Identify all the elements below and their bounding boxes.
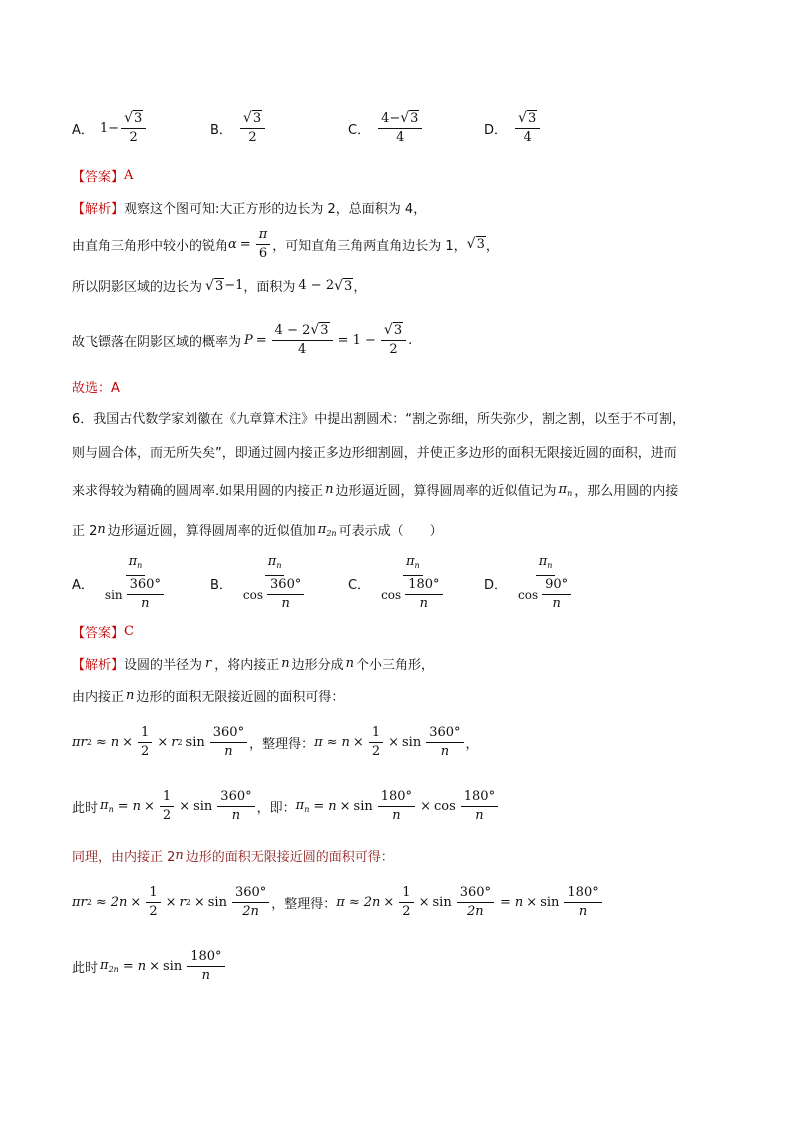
denominator: 4 (297, 342, 307, 357)
q6-stem-line-1 (72, 408, 685, 427)
option-label: B． (210, 122, 232, 138)
q6-formula-1: π r 2 ≈ n × $\frac{1}{2}$ × r 2 sin $\frac{360^\circ}{n}$ ，整理得： π ≈ n × $\frac{1}{2}$ × sin $\frac{360^\circ}{n}$ ， (72, 724, 479, 759)
q5-analysis-line-3 (72, 276, 366, 295)
q5-option-d (484, 110, 542, 146)
eq-one-minus: = 1 − (337, 332, 376, 348)
alpha-symbol: α (228, 236, 237, 252)
option-fraction: $\pi_n$ cos $\frac{180^\circ}{n}$ (378, 554, 447, 612)
stem-text: 6．我国古代数学家刘徽在《九章算术注》中提出割圆术：“割之弥细，所失弥少，割之割，以至于不可割， (72, 412, 686, 427)
var-n: n (126, 688, 135, 703)
text: 所以阴影区域的边长为 (72, 280, 203, 295)
analysis-tag: 【解析】 (72, 658, 125, 673)
q6-formula-2: 此时 $\pi_n$ = n × $\frac{1}{2}$ × sin $\frac{360^\circ}{n}$ ，即： $\pi_n$ = n × sin $\frac{180^\circ}{n}$ × cos $\frac{180^\circ}{n}$ (72, 784, 500, 828)
option-fraction: $\pi_n$ cos $\frac{360^\circ}{n}$ (240, 554, 309, 612)
option-label: A． (72, 577, 94, 593)
equals: = (255, 332, 267, 348)
trig-func: cos (518, 587, 539, 602)
analysis-tag: 【解析】 (72, 202, 125, 217)
sqrt3-over-2: √ 3 2 (381, 322, 406, 358)
angle: 360° (127, 577, 164, 595)
trig-func: sin (104, 587, 123, 602)
fraction-denominator: 2 (248, 130, 257, 145)
option-label: A． (72, 122, 94, 138)
q5-option-c (348, 110, 484, 146)
sqrt-radicand: 3 (410, 111, 419, 126)
text: 个小三角形， (356, 658, 435, 673)
option-label: D． (484, 577, 508, 593)
sqrt-three: √ 3 (334, 277, 353, 294)
stem-text: 边形逼近圆，算得圆周率的近似值记为 (335, 484, 557, 499)
text: 由内接正 (72, 690, 125, 705)
answer-tag: 【答案】 (72, 626, 125, 641)
numerator: π (256, 227, 271, 245)
sqrt-radicand: 3 (527, 111, 537, 126)
q6-analysis-line-2 (72, 686, 344, 705)
q5-option-a (72, 110, 210, 146)
sqrt-radicand: 3 (134, 111, 143, 126)
pi-n: $\pi_n$ (558, 481, 573, 498)
equals: = (239, 236, 251, 252)
text: ，将内接正 (214, 658, 280, 673)
text: ， (353, 280, 367, 295)
trig-func: cos (242, 587, 264, 602)
choose-text: 故选：A (72, 381, 120, 396)
q6-stem-line-3 (72, 480, 678, 499)
text: ，面积为 (243, 280, 296, 295)
q6-option-c (348, 554, 484, 612)
fraction-denominator: 4 (523, 130, 532, 145)
text: 边形的面积无限接近圆的面积可得： (185, 850, 394, 865)
stem-text: 边形逼近圆，算得圆周率的近似值加 (107, 524, 316, 539)
stem-text: 正 2 (72, 524, 98, 539)
q6-stem-line-4 (72, 520, 443, 539)
q6-formula-3: π r 2 ≈ 2n × $\frac{1}{2}$ × r 2 × sin $\frac{360^\circ}{2n}$ ，整理得： π ≈ 2n × $\frac{1}{2}$ × sin $\frac{360^\circ}{2n}$ = n × sin $\frac{180^\circ}{n}$ (72, 880, 604, 924)
text: 同理，由内接正 2 (72, 850, 176, 865)
fraction-denominator: 2 (129, 130, 138, 145)
stem-text: ，那么用圆的内接 (574, 484, 679, 499)
text: ， (485, 238, 499, 254)
q6-options-row (72, 556, 578, 610)
option-fraction: √ 3 2 (121, 110, 146, 146)
var-n: n (325, 482, 334, 497)
q6-answer-line (72, 622, 134, 641)
text: 故飞镖落在阴影区域的概率为 (72, 334, 242, 350)
q6-stem-line-2 (72, 442, 677, 461)
denominator: 2 (389, 342, 398, 357)
numerator: 4 − 2 (274, 323, 311, 338)
option-fraction: √ 3 2 (240, 110, 265, 146)
pi-n: $\pi_n$ (265, 554, 285, 576)
analysis-text: 观察这个图可知:大正方形的边长为 2，总面积为 4， (124, 202, 427, 217)
pi-over-six (256, 227, 271, 262)
sqrt-three: √ 3 (205, 277, 224, 294)
option-fraction: √ 3 4 (515, 110, 540, 146)
text: 设圆的半径为 (124, 658, 203, 673)
q6-option-a (72, 554, 210, 612)
q6-analysis-line-5: 同理，由内接正 2 n 边形的面积无限接近圆的面积可得： (72, 848, 394, 865)
text: ，整理得： (249, 736, 315, 752)
q6-option-b (210, 554, 348, 612)
angle: 180° (405, 577, 442, 595)
q5-answer-line (72, 166, 133, 185)
option-label: C． (348, 122, 371, 138)
q5-analysis-line-1 (72, 198, 426, 217)
denominator: 6 (258, 245, 268, 261)
area-expr: 4 − 2 (298, 278, 335, 293)
var-n: n (281, 656, 290, 671)
angle: 360° (267, 577, 304, 595)
numerator-prefix: 4− (381, 111, 401, 126)
option-label: C． (348, 577, 371, 593)
sqrt-radicand: 3 (252, 111, 262, 126)
stem-text: 可表示成（ ） (338, 524, 443, 539)
sqrt-three: √ 3 (466, 236, 485, 252)
q6-analysis-line-1 (72, 654, 434, 673)
angle: 90° (542, 577, 571, 595)
text: 边形的面积无限接近圆的面积可得： (136, 690, 345, 705)
text: 由直角三角形中较小的锐角 (72, 238, 229, 254)
var-n: n (345, 656, 355, 671)
period: . (408, 332, 413, 348)
fraction-denominator: 4 (396, 130, 405, 145)
text: 边形分成 (291, 658, 344, 673)
q5-analysis-line-2 (72, 224, 499, 264)
prob-symbol: P (244, 332, 253, 348)
q5-options-row (72, 108, 542, 148)
minus-one: −1 (224, 278, 244, 293)
option-prefix: 1− (99, 120, 120, 136)
option-fraction: $\pi_n$ cos $\frac{90^\circ}{n}$ (515, 554, 576, 612)
var-n: n (97, 522, 106, 537)
stem-text: 则与圆合体，而无所失矣”，即通过圆内接正多边形细割圆，并使正多边形的面积无限接近圆的面积，进而 (72, 446, 677, 461)
q5-choose-line (72, 377, 120, 396)
stem-text: 来求得较为精确的圆周率.如果用圆的内接正 (72, 484, 324, 499)
answer-tag: 【答案】 (72, 170, 125, 185)
pi-n: $\pi_n$ (126, 554, 146, 576)
option-fraction: 4− √ 3 4 (378, 110, 422, 146)
pi-n: $\pi_n$ (536, 554, 556, 576)
q5-option-b (210, 110, 348, 146)
var-r: r (205, 656, 212, 671)
text: ，可知直角三角两直角边长为 1， (272, 238, 467, 254)
option-label: B． (210, 577, 232, 593)
q6-option-d (484, 554, 578, 612)
option-label: D． (484, 122, 508, 138)
option-fraction: $\pi_n$ sin $\frac{360^\circ}{n}$ (102, 554, 169, 612)
trig-func: cos (381, 587, 402, 602)
pi-2n: $\pi_{2n}$ (317, 521, 337, 538)
answer-value: C (124, 624, 134, 639)
prob-fraction: 4 − 2 √ 3 4 (272, 322, 333, 358)
answer-value: A (124, 168, 134, 183)
q5-analysis-line-4 (72, 318, 412, 362)
pi-n: $\pi_n$ (403, 554, 423, 576)
q6-formula-4: 此时 $\pi_{2n}$ = n × sin $\frac{180^\circ}{n}$ (72, 944, 227, 988)
